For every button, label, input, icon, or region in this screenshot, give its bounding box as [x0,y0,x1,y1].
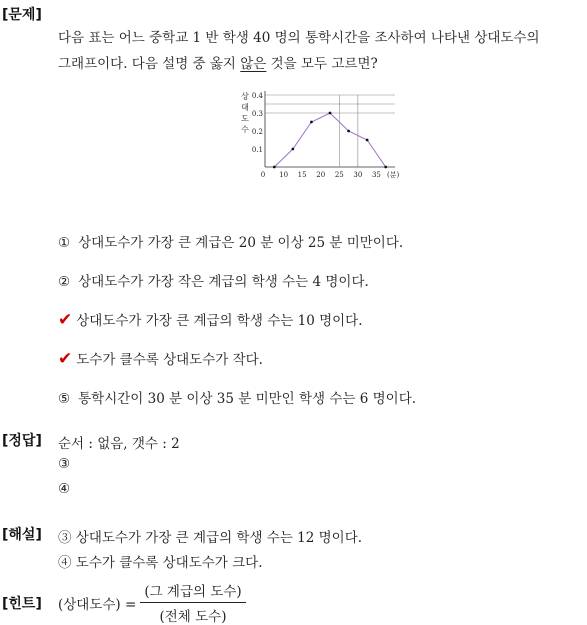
y-axis-label-char: 대 [241,103,249,112]
relative-frequency-chart [235,85,410,185]
data-point [347,130,350,133]
option-number: ② [58,274,71,290]
x-tick-label: 0 [260,171,266,179]
option-item[interactable] [58,309,363,330]
option-number: ① [58,235,71,251]
problem-text-line2 [58,52,378,72]
hint-denominator: (전체 도수) [159,609,227,625]
explanation-line2: ④ 도수가 클수록 상대도수가 크다. [58,555,263,571]
hint-fraction [140,580,245,625]
option-item[interactable] [58,270,369,290]
data-point [273,166,276,169]
hint-formula [58,580,246,625]
problem-text-pre: 그래프이다. 다음 설명 중 옳지 [58,56,241,72]
y-tick-label: 0.2 [251,128,263,136]
checkmark-icon: ✔ [58,349,73,369]
data-point [310,121,313,124]
x-tick-label: 10 [279,171,289,179]
y-tick-label: 0.1 [251,146,263,154]
hint-tag: [힌트] [2,596,42,612]
problem-text-line1: 다음 표는 어느 중학교 1 반 학생 40 명의 통학시간을 조사하여 나타낸 상대도수의 [58,30,540,46]
answer-tag: [정답] [2,433,42,449]
hint-numerator: (그 계급의 도수) [140,580,245,603]
answer-line1: 순서 : 없음, 갯수 : 2 [58,436,180,452]
y-tick-label: 0.3 [251,110,263,118]
option-text: 통학시간이 30 분 이상 35 분 미만인 학생 수는 6 명이다. [78,391,417,407]
problem-tag: [문제] [2,7,42,23]
problem-text-underlined: 않은 [240,56,267,72]
option-item[interactable] [58,387,416,407]
chart-x-ticks [261,170,400,179]
data-point [366,139,369,142]
option-text: 상대도수가 가장 작은 계급의 학생 수는 4 명이다. [78,274,369,290]
explanation-tag: [해설] [2,527,42,543]
data-point [329,112,332,115]
y-tick-label: 0.4 [251,92,263,100]
option-number: ⑤ [58,391,71,407]
option-text: 상대도수가 가장 큰 계급은 20 분 이상 25 분 미만이다. [78,235,404,251]
option-item[interactable] [58,348,263,369]
chart-ylabel [241,91,249,134]
chart-series [273,112,387,169]
x-tick-label: 35 [371,171,381,179]
option-text: 도수가 클수록 상대도수가 작다. [76,352,263,368]
x-tick-label: 30 [353,171,363,179]
y-axis-label-char: 상 [241,92,249,101]
checkmark-icon: ✔ [58,310,73,330]
y-axis-label-char: 도 [241,114,249,123]
chart-grid [265,95,395,167]
explanation-line1: ③ 상대도수가 가장 큰 계급의 학생 수는 12 명이다. [58,530,363,546]
x-tick-label: 25 [334,171,344,179]
chart-y-ticks [252,92,264,154]
hint-lhs: (상대도수) = [58,596,137,613]
x-tick-label: (분) [387,171,400,179]
data-point [291,148,294,151]
chart-axes [265,91,395,167]
data-point [384,166,387,169]
option-item[interactable] [58,231,403,251]
series-line [274,113,385,167]
problem-text-post: 것을 모두 고르면? [266,56,378,72]
answer-line3: ④ [58,481,71,497]
y-axis-label-char: 수 [241,125,249,134]
answer-line2: ③ [58,456,71,472]
x-tick-label: 15 [297,171,307,179]
option-text: 상대도수가 가장 큰 계급의 학생 수는 10 명이다. [76,313,363,329]
x-tick-label: 20 [316,171,326,179]
